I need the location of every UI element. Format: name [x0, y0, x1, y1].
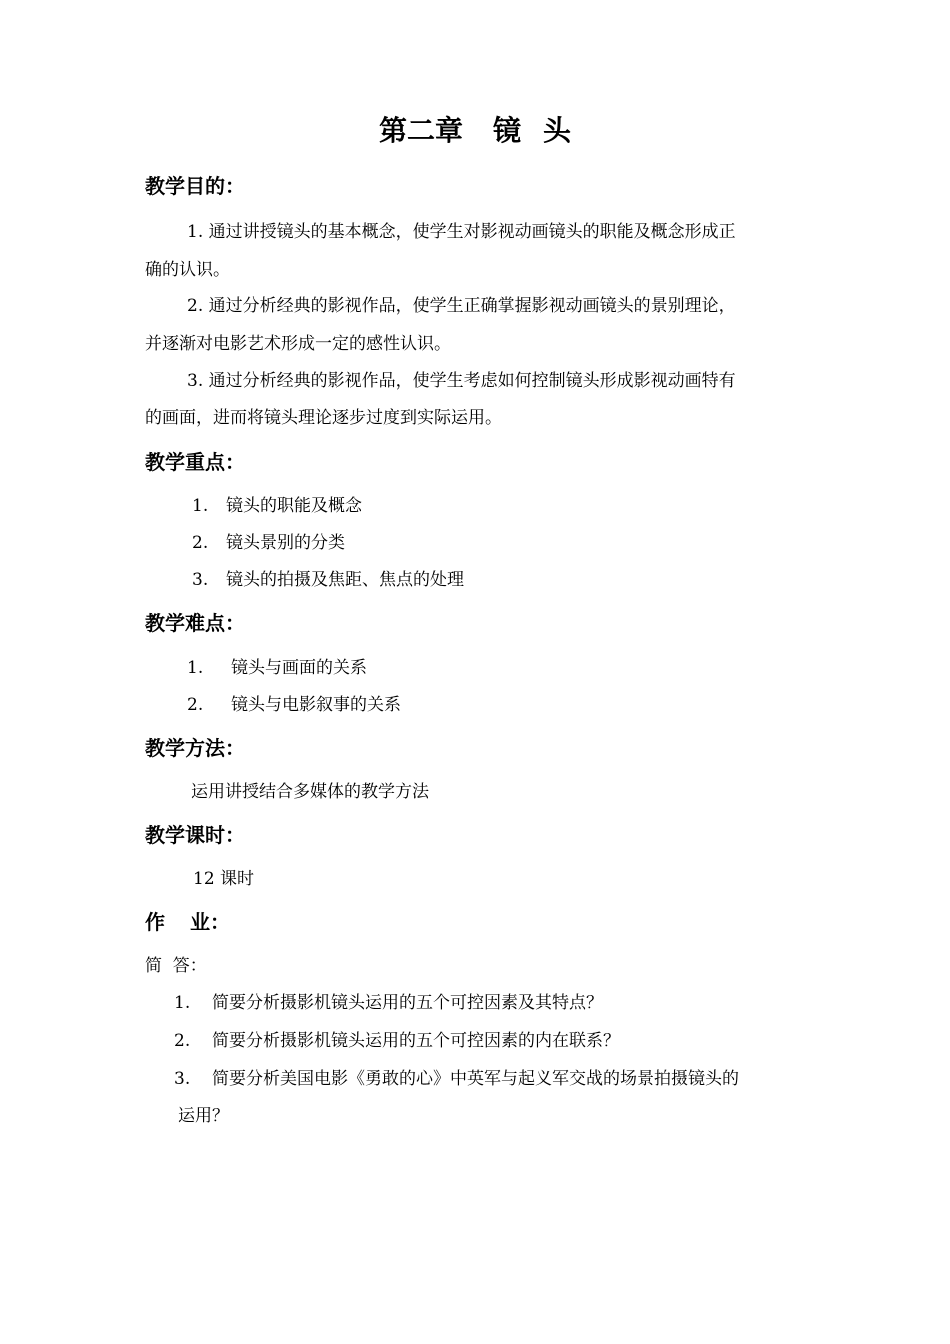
- objective-3-line2: 的画面，进而将镜头理论逐步过度到实际运用。: [145, 408, 502, 428]
- key-point-2-num: 2.: [192, 533, 209, 553]
- homework-3-text-line2: 运用？: [178, 1106, 229, 1126]
- objective-2-line1: 2. 通过分析经典的影视作品，使学生正确掌握影视动画镜头的景别理论，: [187, 296, 736, 316]
- title-char-1: 镜: [492, 114, 521, 147]
- key-point-1-text: 镜头的职能及概念: [226, 496, 362, 516]
- hours-heading: 教学课时：: [145, 823, 245, 847]
- objectives-heading: 教学目的：: [145, 174, 245, 198]
- homework-2-text: 简要分析摄影机镜头运用的五个可控因素的内在联系？: [212, 1031, 620, 1051]
- page-title: [0, 114, 950, 147]
- key-point-1-num: 1.: [192, 496, 209, 516]
- objective-1-line2: 确的认识。: [145, 260, 230, 280]
- objective-3-line1: 3. 通过分析经典的影视作品，使学生考虑如何控制镜头形成影视动画特有: [187, 371, 736, 391]
- difficulty-1-num: 1.: [187, 658, 204, 678]
- hours-text: 12 课时: [193, 869, 255, 889]
- title-char-2: 头: [543, 114, 572, 147]
- method-text: 运用讲授结合多媒体的教学方法: [191, 782, 429, 802]
- method-heading: 教学方法：: [145, 736, 245, 760]
- homework-1-text: 简要分析摄影机镜头运用的五个可控因素及其特点？: [212, 993, 603, 1013]
- homework-sub-heading: 简 答：: [145, 956, 207, 976]
- title-chapter: 第二章: [378, 114, 463, 147]
- homework-heading-1: 作: [145, 910, 165, 934]
- homework-heading-2: 业：: [190, 910, 230, 934]
- key-point-3-text: 镜头的拍摄及焦距、焦点的处理: [226, 570, 464, 590]
- homework-2-num: 2.: [174, 1031, 191, 1051]
- objective-2-line2: 并逐渐对电影艺术形成一定的感性认识。: [145, 334, 451, 354]
- objective-1-line1: 1. 通过讲授镜头的基本概念，使学生对影视动画镜头的职能及概念形成正: [187, 222, 736, 242]
- key-point-3-num: 3.: [192, 570, 209, 590]
- difficulty-2-num: 2.: [187, 695, 204, 715]
- difficulty-2-text: 镜头与电影叙事的关系: [231, 695, 401, 715]
- homework-1-num: 1.: [174, 993, 191, 1013]
- key-point-2-text: 镜头景别的分类: [226, 533, 345, 553]
- key-points-heading: 教学重点：: [145, 450, 245, 474]
- difficulty-1-text: 镜头与画面的关系: [231, 658, 367, 678]
- homework-3-num: 3.: [174, 1069, 191, 1089]
- homework-3-text: 简要分析美国电影《勇敢的心》中英军与起义军交战的场景拍摄镜头的: [212, 1069, 739, 1089]
- difficulties-heading: 教学难点：: [145, 611, 245, 635]
